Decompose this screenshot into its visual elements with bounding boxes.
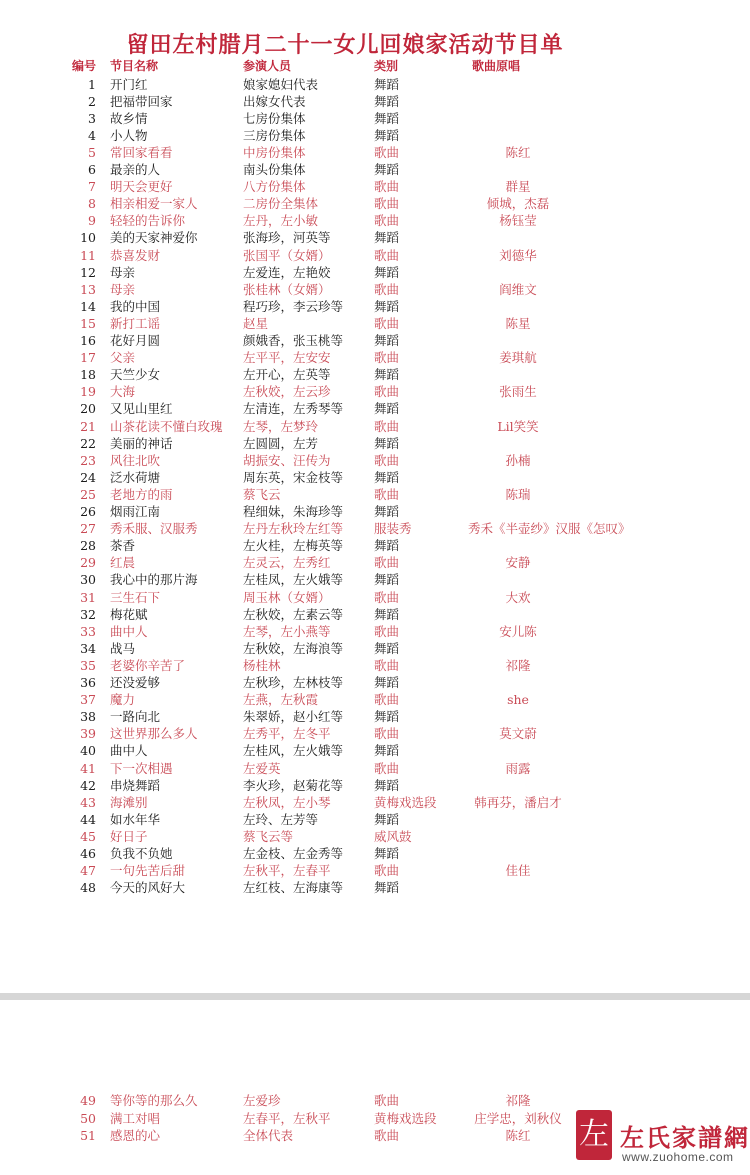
row-num: 5 <box>88 144 96 160</box>
row-performers: 周玉林（女婿） <box>243 589 331 605</box>
row-type: 歌曲 <box>374 1128 400 1143</box>
row-original: 刘德华 <box>499 247 537 263</box>
table-row <box>0 247 750 264</box>
row-name: 今天的风好大 <box>110 880 186 896</box>
row-num: 32 <box>80 606 96 622</box>
row-num: 13 <box>80 281 96 297</box>
row-num: 47 <box>80 863 96 879</box>
row-name: 等你等的那么久 <box>110 1093 198 1108</box>
row-performers: 左红枝、左海康等 <box>243 880 344 896</box>
row-performers: 朱翠娇，赵小红等 <box>243 709 344 725</box>
row-type: 舞蹈 <box>374 538 400 554</box>
row-performers: 左秋珍，左林枝等 <box>243 675 344 690</box>
row-original: 祁隆 <box>505 657 531 673</box>
row-performers: 左燕，左秋霞 <box>243 692 319 708</box>
table-row <box>0 349 750 366</box>
row-name: 常回家看看 <box>110 144 173 160</box>
table-row <box>0 110 750 127</box>
table-row <box>0 571 750 588</box>
row-performers: 三房份集体 <box>243 127 306 143</box>
row-original: 雨露 <box>505 760 531 776</box>
table-row <box>0 212 750 229</box>
table-row <box>0 1092 750 1109</box>
table-row <box>0 332 750 349</box>
table-row <box>0 708 750 725</box>
row-original: 祁隆 <box>505 1093 531 1108</box>
row-performers: 左丹，左小敏 <box>243 213 319 229</box>
table-row <box>0 537 750 554</box>
row-num: 4 <box>88 127 96 143</box>
row-original: 杨钰莹 <box>499 213 537 229</box>
row-name: 好日子 <box>110 828 148 844</box>
row-num: 39 <box>80 726 96 742</box>
table-row <box>0 76 750 93</box>
row-name: 这世界那么多人 <box>110 726 198 742</box>
row-name: 烟雨江南 <box>110 504 161 519</box>
logo-name: 左氏家譜網 <box>620 1123 750 1152</box>
row-performers: 胡振安、汪传为 <box>243 452 331 468</box>
row-type: 歌曲 <box>374 384 400 400</box>
row-num: 33 <box>80 623 96 639</box>
row-performers: 程巧珍，李云珍等 <box>243 298 344 314</box>
row-type: 歌曲 <box>374 486 400 502</box>
row-name: 小人物 <box>110 127 148 143</box>
row-num: 20 <box>80 401 96 417</box>
table-row <box>0 178 750 195</box>
row-name: 相亲相爱一家人 <box>110 196 198 212</box>
table-row <box>0 742 750 759</box>
row-name: 花好月圆 <box>110 333 161 348</box>
row-performers: 左清连，左秀琴等 <box>243 401 344 417</box>
row-type: 歌曲 <box>374 657 400 673</box>
row-name: 我的中国 <box>110 298 161 314</box>
row-name: 老婆你辛苦了 <box>110 657 186 673</box>
table-header <box>0 58 750 74</box>
row-performers: 蔡飞云 <box>243 486 281 502</box>
row-performers: 左秋凤，左小琴 <box>243 794 331 810</box>
row-type: 舞蹈 <box>374 675 400 690</box>
row-num: 45 <box>80 828 96 844</box>
row-type: 舞蹈 <box>374 127 400 143</box>
table-row <box>0 879 750 896</box>
row-name: 串烧舞蹈 <box>110 777 161 793</box>
table-row <box>0 777 750 794</box>
row-name: 战马 <box>110 640 136 656</box>
row-type: 歌曲 <box>374 179 400 195</box>
row-performers: 左开心，左英等 <box>243 367 331 383</box>
row-num: 29 <box>80 555 96 571</box>
row-num: 19 <box>80 384 96 400</box>
row-original: 姜琪航 <box>499 350 537 366</box>
row-type: 舞蹈 <box>374 110 400 126</box>
header-type: 类别 <box>374 59 399 73</box>
row-original: 陈红 <box>505 144 531 160</box>
row-type: 黄梅戏选段 <box>374 794 437 810</box>
table-row <box>0 315 750 332</box>
row-performers: 李火珍，赵菊花等 <box>243 777 344 793</box>
row-original: 群星 <box>505 179 531 195</box>
row-performers: 二房份全集体 <box>243 196 319 212</box>
row-performers: 左圆圆，左芳 <box>243 435 319 451</box>
table-row <box>0 640 750 657</box>
row-performers: 周东英，宋金枝等 <box>243 469 344 485</box>
row-type: 威风鼓 <box>374 828 412 844</box>
row-num: 9 <box>88 213 96 229</box>
table-row <box>0 674 750 691</box>
row-performers: 颜娥香，张玉桃等 <box>243 333 344 348</box>
row-num: 17 <box>80 350 96 366</box>
row-type: 舞蹈 <box>374 76 400 92</box>
header-original: 歌曲原唱 <box>472 59 521 73</box>
row-type: 歌曲 <box>374 692 400 708</box>
row-name: 母亲 <box>110 264 136 280</box>
row-type: 歌曲 <box>374 1093 400 1108</box>
row-performers: 左爱英 <box>243 760 281 776</box>
row-num: 43 <box>80 794 96 810</box>
row-performers: 左桂凤，左火娥等 <box>243 572 344 588</box>
row-performers: 张海珍，河英等 <box>243 230 331 246</box>
row-type: 舞蹈 <box>374 401 400 417</box>
row-name: 恭喜发财 <box>110 247 161 263</box>
row-type: 舞蹈 <box>374 469 400 485</box>
row-type: 舞蹈 <box>374 93 400 109</box>
row-num: 49 <box>80 1093 96 1108</box>
row-type: 舞蹈 <box>374 709 400 725</box>
row-performers: 张国平（女婿） <box>243 247 331 263</box>
row-num: 40 <box>80 743 96 759</box>
row-num: 25 <box>80 486 96 502</box>
row-original: she <box>507 692 529 708</box>
row-num: 48 <box>80 880 96 896</box>
row-type: 舞蹈 <box>374 367 400 383</box>
row-name: 又见山里红 <box>110 401 173 417</box>
row-type: 舞蹈 <box>374 880 400 896</box>
table-row <box>0 400 750 417</box>
row-type: 舞蹈 <box>374 298 400 314</box>
row-type: 歌曲 <box>374 726 400 742</box>
row-type: 歌曲 <box>374 863 400 879</box>
row-name: 曲中人 <box>110 623 148 639</box>
divider <box>0 993 750 1000</box>
row-original: 佳佳 <box>505 863 531 879</box>
row-type: 歌曲 <box>374 760 400 776</box>
row-type: 歌曲 <box>374 281 400 297</box>
row-type: 舞蹈 <box>374 333 400 348</box>
table-row <box>0 503 750 520</box>
table-row <box>0 589 750 606</box>
row-num: 7 <box>88 179 96 195</box>
row-name: 风往北吹 <box>110 452 161 468</box>
row-name: 红晨 <box>110 555 136 571</box>
row-type: 歌曲 <box>374 213 400 229</box>
row-original: 莫文蔚 <box>499 726 537 742</box>
row-original: 张雨生 <box>499 384 537 400</box>
table-row <box>0 862 750 879</box>
row-num: 51 <box>80 1128 96 1143</box>
row-name: 负我不负她 <box>110 846 173 861</box>
table-row <box>0 691 750 708</box>
row-original: 安儿陈 <box>499 623 537 639</box>
row-performers: 杨桂林 <box>243 657 281 673</box>
row-name: 三生石下 <box>110 589 161 605</box>
table-row <box>0 144 750 161</box>
row-num: 27 <box>80 521 96 537</box>
row-type: 舞蹈 <box>374 606 400 622</box>
row-name: 如水年华 <box>110 811 161 827</box>
row-type: 舞蹈 <box>374 743 400 759</box>
header-num: 编号 <box>72 59 97 73</box>
row-num: 18 <box>80 367 96 383</box>
row-num: 42 <box>80 777 96 793</box>
table-row <box>0 811 750 828</box>
table-row <box>0 418 750 435</box>
page-title: 留田左村腊月二十一女儿回娘家活动节目单 <box>126 33 564 58</box>
row-performers: 左秋姣，左素云等 <box>243 606 344 622</box>
row-performers: 左秋平，左春平 <box>243 863 331 879</box>
row-performers: 娘家媳妇代表 <box>243 76 319 92</box>
row-name: 满工对唱 <box>110 1110 161 1126</box>
row-num: 34 <box>80 640 96 656</box>
table-row <box>0 383 750 400</box>
row-name: 一路向北 <box>110 709 161 725</box>
row-num: 12 <box>80 264 96 280</box>
row-num: 15 <box>80 315 96 331</box>
row-type: 歌曲 <box>374 418 400 434</box>
row-performers: 全体代表 <box>243 1128 294 1143</box>
table-row <box>0 298 750 315</box>
row-type: 舞蹈 <box>374 846 400 861</box>
row-performers: 左琴，左梦玲 <box>243 418 319 434</box>
row-num: 44 <box>80 811 96 827</box>
row-performers: 左爱连，左艳姣 <box>243 264 331 280</box>
row-name: 把福带回家 <box>110 93 173 109</box>
row-name: 故乡情 <box>110 110 148 126</box>
row-original: 大欢 <box>505 589 531 605</box>
row-type: 歌曲 <box>374 196 400 212</box>
row-num: 38 <box>80 709 96 725</box>
logo-url: www.zuohome.com <box>622 1150 734 1164</box>
table-row <box>0 161 750 178</box>
row-name: 还没爱够 <box>110 675 161 690</box>
row-original: 秀禾《半壶纱》汉服《怎叹》 <box>468 521 631 537</box>
row-name: 我心中的那片海 <box>110 572 198 588</box>
row-name: 海滩别 <box>110 794 148 810</box>
row-name: 魔力 <box>110 692 136 708</box>
row-num: 23 <box>80 452 96 468</box>
row-num: 16 <box>80 333 96 348</box>
row-type: 舞蹈 <box>374 811 400 827</box>
row-original: 阎维文 <box>499 281 537 297</box>
row-name: 开门红 <box>110 76 148 92</box>
row-name: 一句先苦后甜 <box>110 863 186 879</box>
row-performers: 左秋姣，左云珍 <box>243 384 331 400</box>
row-type: 黄梅戏选段 <box>374 1110 437 1126</box>
row-num: 11 <box>80 247 96 263</box>
row-performers: 张桂林（女婿） <box>243 281 331 297</box>
row-performers: 程细妹，朱海珍等 <box>243 504 344 519</box>
row-num: 28 <box>80 538 96 554</box>
header-name: 节目名称 <box>110 59 159 73</box>
row-original: 陈瑞 <box>505 486 531 502</box>
row-type: 歌曲 <box>374 144 400 160</box>
row-num: 2 <box>88 93 96 109</box>
row-performers: 左爱珍 <box>243 1093 281 1108</box>
table-row <box>0 623 750 640</box>
row-type: 舞蹈 <box>374 572 400 588</box>
row-performers: 出嫁女代表 <box>243 93 306 109</box>
table-row <box>0 760 750 777</box>
table-row <box>0 281 750 298</box>
row-performers: 左火桂，左梅英等 <box>243 538 344 554</box>
row-original: 陈星 <box>505 315 531 331</box>
row-performers: 左秀平，左冬平 <box>243 726 331 742</box>
row-type: 舞蹈 <box>374 640 400 656</box>
row-name: 泛水荷塘 <box>110 469 161 485</box>
row-name: 美丽的神话 <box>110 435 173 451</box>
row-original: 韩再芬，潘启才 <box>474 794 562 810</box>
row-num: 30 <box>80 572 96 588</box>
table-row <box>0 93 750 110</box>
row-num: 6 <box>88 162 96 177</box>
row-type: 歌曲 <box>374 555 400 571</box>
row-num: 46 <box>80 846 96 861</box>
row-name: 明天会更好 <box>110 179 173 195</box>
row-num: 14 <box>80 298 96 314</box>
header-performers: 参演人员 <box>243 59 292 73</box>
row-original: 孙楠 <box>505 452 531 468</box>
table-row <box>0 606 750 623</box>
row-name: 父亲 <box>110 350 136 366</box>
row-performers: 左秋姣，左海浪等 <box>243 640 344 656</box>
table-row <box>0 452 750 469</box>
table-row <box>0 828 750 845</box>
row-performers: 八方份集体 <box>243 179 306 195</box>
row-num: 37 <box>80 692 96 708</box>
table-row <box>0 520 750 537</box>
row-performers: 左灵云，左秀红 <box>243 555 331 571</box>
row-performers: 蔡飞云等 <box>243 828 294 844</box>
table-row <box>0 794 750 811</box>
row-type: 舞蹈 <box>374 504 400 519</box>
row-num: 41 <box>80 760 96 776</box>
row-num: 10 <box>80 230 96 246</box>
row-performers: 南头份集体 <box>243 162 306 177</box>
row-num: 8 <box>88 196 96 212</box>
row-name: 下一次相遇 <box>110 760 173 776</box>
row-name: 茶香 <box>110 538 136 554</box>
row-original: 庄学忠，刘秋仪 <box>474 1110 562 1126</box>
row-name: 曲中人 <box>110 743 148 759</box>
row-num: 31 <box>80 589 96 605</box>
table-row <box>0 469 750 486</box>
row-original: Lil笑笑 <box>497 418 539 434</box>
row-performers: 左春平，左秋平 <box>243 1110 331 1126</box>
row-name: 感恩的心 <box>110 1128 161 1143</box>
row-name: 母亲 <box>110 281 136 297</box>
row-name: 最亲的人 <box>110 162 161 177</box>
row-name: 梅花赋 <box>110 606 148 622</box>
row-type: 服装秀 <box>374 521 412 537</box>
table-row <box>0 229 750 246</box>
row-num: 21 <box>80 418 96 434</box>
row-performers: 赵星 <box>243 315 269 331</box>
row-name: 大海 <box>110 384 136 400</box>
row-name: 老地方的雨 <box>110 486 173 502</box>
table-row <box>0 845 750 862</box>
row-performers: 左桂风，左火娥等 <box>243 743 344 759</box>
row-type: 歌曲 <box>374 589 400 605</box>
table-row <box>0 486 750 503</box>
row-num: 3 <box>88 110 96 126</box>
row-performers: 七房份集体 <box>243 110 306 126</box>
row-type: 舞蹈 <box>374 264 400 280</box>
row-num: 26 <box>80 504 96 519</box>
row-type: 舞蹈 <box>374 162 400 177</box>
row-type: 歌曲 <box>374 247 400 263</box>
table-row <box>0 264 750 281</box>
table-row <box>0 554 750 571</box>
row-type: 歌曲 <box>374 315 400 331</box>
row-num: 24 <box>80 469 96 485</box>
table-row <box>0 435 750 452</box>
row-type: 歌曲 <box>374 623 400 639</box>
row-performers: 中房份集体 <box>243 144 306 160</box>
table-row <box>0 195 750 212</box>
row-original: 安静 <box>505 555 531 571</box>
row-performers: 左琴，左小燕等 <box>243 623 331 639</box>
row-num: 22 <box>80 435 96 451</box>
table-row <box>0 657 750 674</box>
table-row <box>0 725 750 742</box>
row-performers: 左玲、左芳等 <box>243 811 319 827</box>
row-type: 歌曲 <box>374 350 400 366</box>
row-performers: 左平平，左安安 <box>243 350 331 366</box>
logo-icon: 左 <box>576 1110 612 1160</box>
row-performers: 左丹左秋玲左红等 <box>243 521 344 537</box>
row-num: 35 <box>80 657 96 673</box>
row-num: 50 <box>80 1110 96 1126</box>
row-name: 山茶花读不懂白玫瑰 <box>110 418 223 434</box>
row-name: 美的天家神爱你 <box>110 230 198 246</box>
row-type: 歌曲 <box>374 452 400 468</box>
table-row <box>0 366 750 383</box>
row-original: 陈红 <box>505 1128 531 1143</box>
row-type: 舞蹈 <box>374 777 400 793</box>
row-name: 新打工谣 <box>110 315 161 331</box>
row-type: 舞蹈 <box>374 230 400 246</box>
row-name: 天竺少女 <box>110 367 161 383</box>
row-type: 舞蹈 <box>374 435 400 451</box>
row-original: 倾城，杰磊 <box>486 196 550 212</box>
table-row <box>0 127 750 144</box>
row-num: 36 <box>80 675 96 690</box>
row-name: 秀禾服、汉服秀 <box>110 521 198 537</box>
row-performers: 左金枝、左金秀等 <box>243 846 344 861</box>
row-num: 1 <box>88 76 96 92</box>
row-name: 轻轻的告诉你 <box>110 213 186 229</box>
